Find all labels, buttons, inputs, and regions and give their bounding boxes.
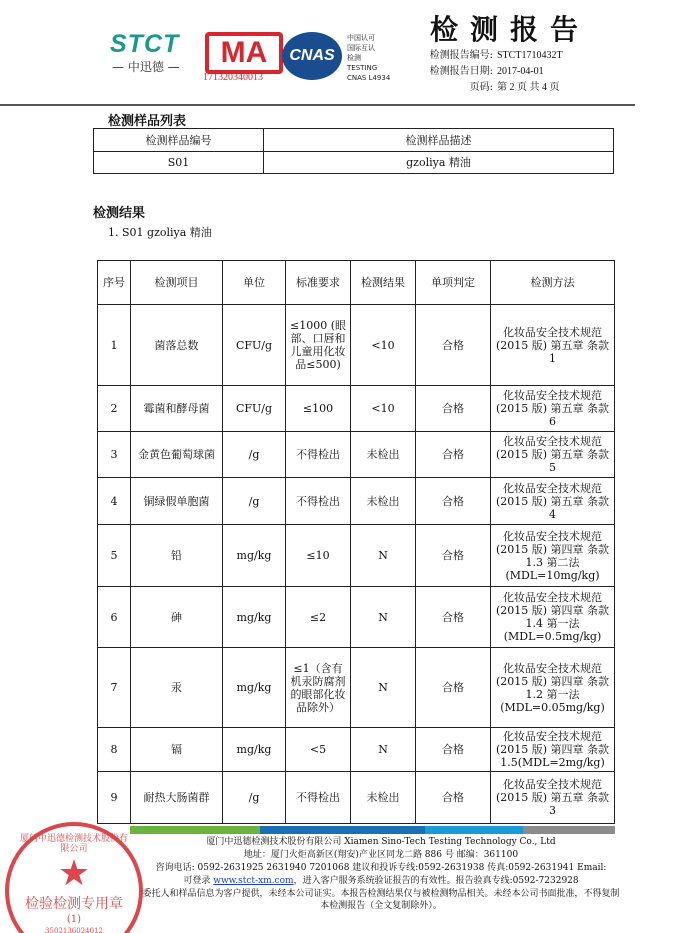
table-row (98, 728, 615, 772)
table-row (98, 305, 615, 386)
col-header: 检测项目 (131, 261, 223, 305)
col-header: 单位 (223, 261, 286, 305)
cell: 不得检出 (286, 772, 351, 824)
cell: 汞 (131, 648, 223, 728)
cell: 4 (98, 478, 131, 525)
date-label: 检测报告日期: (429, 66, 493, 77)
footer-color-bar (130, 826, 615, 834)
verify-suffix: ，进入客户服务系统验证报告的有效性。报告验真专线:0592-7232928 (293, 876, 579, 886)
col-header: 检测方法 (491, 261, 615, 305)
cell: S01 (94, 152, 264, 174)
cell: 合格 (416, 432, 491, 478)
seal-code: 3502136024012 (45, 927, 103, 933)
footer (142, 836, 620, 912)
bar-lightblue (425, 826, 523, 834)
cell: 化妆品安全技术规范(2015 版) 第五章 条款 5 (491, 432, 615, 478)
footer-disclaimer: 委托人和样品信息为客户提供，未经本公司证实。本报告检测结果仅与被检测物品相关。未经本公司书面批准，不得复制本检测报告（全文复制除外）。 (142, 889, 620, 911)
page-number: 第 2 页 共 4 页 (497, 82, 560, 93)
report-title: 检测报告 (430, 13, 591, 46)
results-heading: 检测结果 (93, 206, 146, 221)
cell: N (351, 587, 416, 648)
cnas-line: TESTING (347, 64, 378, 72)
ma-logo: MA (205, 32, 283, 74)
cnas-logo: CNAS (282, 32, 342, 80)
table-row (94, 152, 614, 174)
cell: 化妆品安全技术规范(2015 版) 第五章 条款 4 (491, 478, 615, 525)
cnas-line: 检测 (347, 54, 361, 62)
cell: CFU/g (223, 305, 286, 386)
table-row (98, 432, 615, 478)
cell: 合格 (416, 386, 491, 432)
page-label: 页码: (469, 82, 493, 93)
cell: ≤100 (286, 386, 351, 432)
cell: 9 (98, 772, 131, 824)
footer-company: 厦门中迅德检测技术股份有限公司 Xiamen Sino-Tech Testing Technology Co., Ltd (206, 837, 556, 847)
cell: mg/kg (223, 648, 286, 728)
col-header: 检测样品描述 (264, 129, 614, 152)
cell: mg/kg (223, 525, 286, 587)
cell: 合格 (416, 648, 491, 728)
samples-table (93, 128, 614, 174)
cell: <5 (286, 728, 351, 772)
report-no: STCT1710432T (497, 50, 563, 61)
star-icon: ★ (57, 853, 91, 894)
cell: 化妆品安全技术规范(2015 版) 第五章 条款 3 (491, 772, 615, 824)
cell: 5 (98, 525, 131, 587)
stct-logo: STCT (110, 30, 180, 58)
footer-address: 地址：厦门火炬高新区(翔安)产业区同龙二路 886 号 邮编：361100 (243, 850, 519, 860)
cell: 不得检出 (286, 478, 351, 525)
report-no-label: 检测报告编号: (429, 50, 493, 61)
table-row (98, 648, 615, 728)
cell: /g (223, 478, 286, 525)
col-header: 检测样品编号 (94, 129, 264, 152)
cell: 化妆品安全技术规范(2015 版) 第四章 条款 1.5(MDL=2mg/kg) (491, 728, 615, 772)
cell: 化妆品安全技术规范(2015 版) 第五章 条款 1 (491, 305, 615, 386)
bar-blue (260, 826, 425, 834)
cell: 1 (98, 305, 131, 386)
cell: 2 (98, 386, 131, 432)
footer-phones: 咨询电话: 0592-2631925 2631940 7201068 建议和投诉专线:0592-2631938 传真:0592-2631941 Email: (155, 863, 607, 873)
cnas-line: 国际互认 (347, 44, 375, 52)
cell: 不得检出 (286, 432, 351, 478)
cell: 未检出 (351, 772, 416, 824)
results-table (97, 260, 615, 824)
seal-text: 厦门中迅德检测技术股份有限公司 (19, 834, 128, 854)
cell: 耐热大肠菌群 (131, 772, 223, 824)
header-divider (0, 104, 635, 106)
seal-sub: 检验检测专用章 (25, 896, 123, 912)
cell: 7 (98, 648, 131, 728)
cell: 合格 (416, 772, 491, 824)
results-subheading: 1. S01 gzoliya 精油 (108, 226, 212, 239)
col-header: 标准要求 (286, 261, 351, 305)
table-row (98, 587, 615, 648)
verify-prefix: 可登录 (183, 876, 214, 886)
cell: 化妆品安全技术规范(2015 版) 第四章 条款 1.3 第二法 (MDL=10mg/kg) (491, 525, 615, 587)
cell: 合格 (416, 587, 491, 648)
cell: /g (223, 432, 286, 478)
seal-num: (1) (66, 914, 82, 925)
cell: CFU/g (223, 386, 286, 432)
website-link[interactable]: www.stct-xm.com (213, 876, 294, 886)
meta-values (497, 48, 563, 96)
cell: 菌落总数 (131, 305, 223, 386)
cell: /g (223, 772, 286, 824)
cell: ≤2 (286, 587, 351, 648)
cell: 化妆品安全技术规范(2015 版) 第四章 条款 1.2 第一法 (MDL=0.05mg/kg) (491, 648, 615, 728)
cell: 化妆品安全技术规范(2015 版) 第五章 条款 6 (491, 386, 615, 432)
cell: 未检出 (351, 432, 416, 478)
cnas-text (347, 33, 390, 83)
cell: 砷 (131, 587, 223, 648)
stct-logo-sub: — 中迅德 — (112, 60, 180, 74)
cell: 3 (98, 432, 131, 478)
cell: 合格 (416, 305, 491, 386)
cell: <10 (351, 386, 416, 432)
cell: 合格 (416, 478, 491, 525)
cell: 合格 (416, 525, 491, 587)
report-date: 2017-04-01 (497, 66, 544, 77)
cell: ≤1000 (眼部、口唇和儿童用化妆品≤500) (286, 305, 351, 386)
cell: 8 (98, 728, 131, 772)
cell: 霉菌和酵母菌 (131, 386, 223, 432)
footer-verify (142, 875, 620, 888)
cell: N (351, 728, 416, 772)
meta-labels (413, 48, 493, 96)
table-row (98, 525, 615, 587)
cell: 铅 (131, 525, 223, 587)
table-row (98, 478, 615, 525)
cell: 金黄色葡萄球菌 (131, 432, 223, 478)
cell: ≤1（含有机汞防腐剂的眼部化妆品除外） (286, 648, 351, 728)
cell: gzoliya 精油 (264, 152, 614, 174)
cell: <10 (351, 305, 416, 386)
col-header: 序号 (98, 261, 131, 305)
cnas-line: 中国认可 (347, 34, 375, 42)
bar-green (130, 826, 260, 834)
table-row (98, 772, 615, 824)
cell: mg/kg (223, 587, 286, 648)
cell: N (351, 525, 416, 587)
cnas-line: CNAS L4934 (347, 74, 391, 82)
cell: 6 (98, 587, 131, 648)
ma-number: 171320340013 (203, 72, 263, 83)
cell: 合格 (416, 728, 491, 772)
bar-gray (523, 826, 615, 834)
cell: 化妆品安全技术规范(2015 版) 第四章 条款 1.4 第一法 (MDL=0.5mg/kg) (491, 587, 615, 648)
col-header: 检测结果 (351, 261, 416, 305)
cell: 未检出 (351, 478, 416, 525)
cell: 镉 (131, 728, 223, 772)
cell: N (351, 648, 416, 728)
col-header: 单项判定 (416, 261, 491, 305)
samples-heading: 检测样品列表 (108, 114, 187, 129)
company-seal (5, 822, 143, 933)
table-row (98, 386, 615, 432)
cell: ≤10 (286, 525, 351, 587)
cell: 铜绿假单胞菌 (131, 478, 223, 525)
cell: mg/kg (223, 728, 286, 772)
